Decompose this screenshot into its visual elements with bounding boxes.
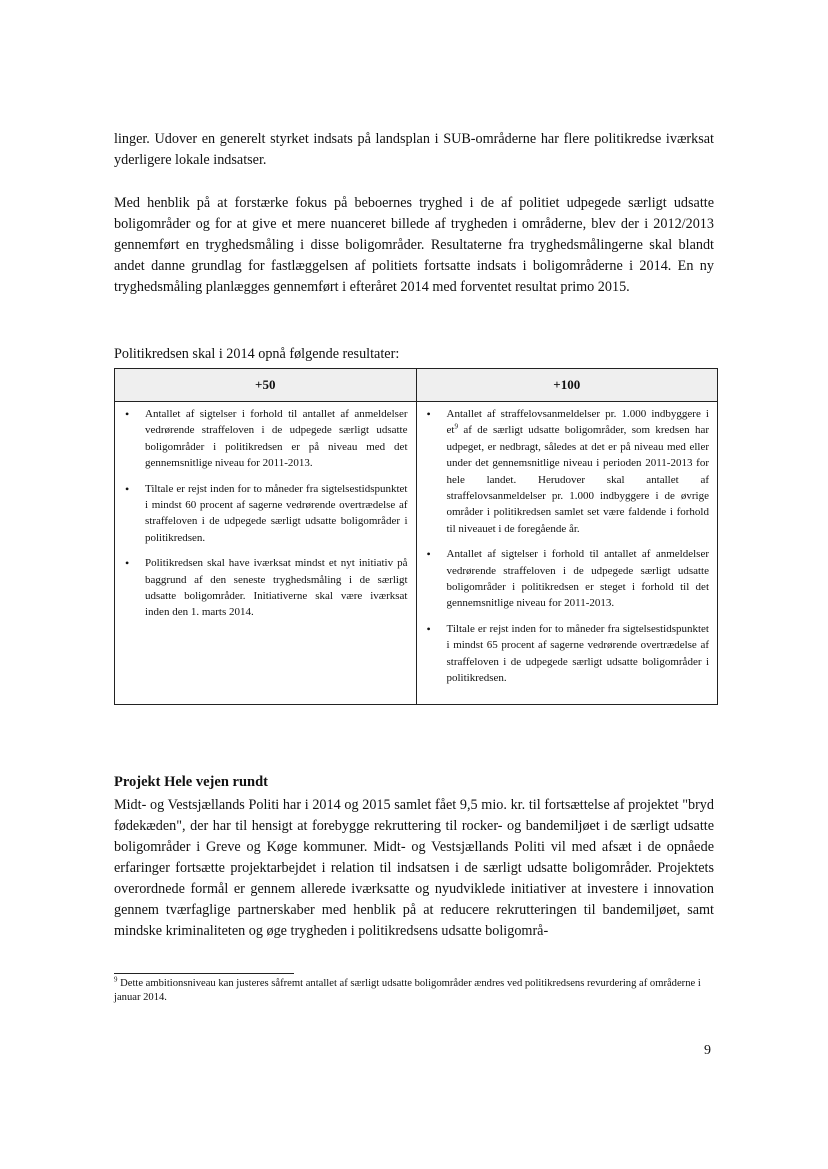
paragraph-continuation: linger. Udover en generelt styrket indsats på landsplan i SUB-områderne har flere politikredse iværksat yderligere lokale indsatser. [114, 131, 714, 168]
results-table [114, 368, 718, 705]
list-item: • Antallet af sigtelser i forhold til antallet af anmeldelser vedrørende straffeloven i de udpegede særligt udsatte boligområder i politikredsen er på niveau med det gennemsnitlige niveau for 2011-2013. [145, 406, 408, 472]
paragraph-tryghedsmaaling: Med henblik på at forstærke fokus på beboernes tryghed i de af politiet udpegede særligt udsatte boligområder og for at give et mere nuanceret billede af trygheden i områderne, blev der i 2012/2013 gennemført en tryghedsmåling i disse boligområder. Resultaterne fra tryghedsmålingerne skal blandt andet danne grundlag for fastlæggelsen af politiets fortsatte indsats i boligområderne i 2014. En ny tryghedsmåling planlægges gennemført i efteråret 2014 med forventet resultat primo 2015. [114, 195, 714, 295]
table-header-50: +50 [115, 369, 417, 402]
paragraph-project: Midt- og Vestsjællands Politi har i 2014 og 2015 samlet fået 9,5 mio. kr. til fortsættelse af projektet "bryd fødekæden", der har til hensigt at forebygge rekruttering til rocker- og bandemiljøet i de særligt udsatte boligområder i Greve og Køge kommuner. Midt- og Vestsjællands Politi vil med afsæt i de opnåede erfaringer fortsætte projektarbejdet i relation til indsatsen i de særligt udsatte boligområder. Projektets overordnede formål er gennem allerede iværksatte og nyudviklede initiativer at investere i innovation gennem tværfaglige partnerskaber med henblik på at reducere rekrutteringen til bandemiljøet, samt mindske kriminaliteten og øge trygheden i politikredsens udsatte boligområ- [114, 797, 714, 939]
list-item [447, 406, 710, 537]
table-intro: Politikredsen skal i 2014 opnå følgende resultater: [114, 346, 400, 362]
column-50 [115, 402, 417, 705]
list-item-text: af de særligt udsatte boligområder, som kredsen har udpeget, er nedbragt, således at det er på niveau med eller under det gennemsnitlige niveau i perioden 2011-2013 for hele landet. Herudover skal antallet af straffelovsanmeldelser pr. 1.000 indbyggere i de øvrige områder i politikredsen samlet set være faldende i forhold til niveauet i de foregående år. [446, 424, 709, 535]
list-item: • Tiltale er rejst inden for to måneder fra sigtelsestidspunktet i mindst 60 procent af sagerne vedrørende overtrædelse af straffeloven i de udpegede særligt udsatte boligområder i politikredsen. [145, 481, 408, 547]
list-item: • Antallet af sigtelser i forhold til antallet af anmeldelser vedrørende straffeloven i de udpegede særligt udsatte boligområder i politikredsen er steget i forhold til det gennemsnitlige niveau for 2011-2013. [447, 546, 710, 612]
table-header-100: +100 [416, 369, 718, 402]
page-number: 9 [704, 1043, 711, 1058]
section-heading: Projekt Hele vejen rundt [114, 774, 268, 790]
footnote-text: Dette ambitionsniveau kan justeres såfremt antallet af særligt udsatte boligområder ændres ved politikredsens revurdering af områderne i januar 2014. [114, 978, 701, 1003]
list-item: • Politikredsen skal have iværksat mindst et nyt initiativ på baggrund af den seneste tryghedsmåling i de særligt udsatte boligområder. Initiativerne skal være iværksat inden den 1. marts 2014. [145, 555, 408, 621]
column-100 [416, 402, 718, 705]
footnote [114, 977, 718, 1005]
list-item-text: Antallet af straffelovsanmeldelser pr. 1.000 indbyggere i et [446, 408, 709, 437]
footnote-divider [114, 973, 294, 974]
list-item: • Tiltale er rejst inden for to måneder fra sigtelsestidspunktet i mindst 65 procent af sagerne vedrørende overtrædelse af straffeloven i de udpegede særligt udsatte boligområder i politikredsen. [447, 621, 710, 687]
footnote-number: 9 [114, 976, 118, 984]
footnote-reference: 9 [454, 422, 459, 431]
